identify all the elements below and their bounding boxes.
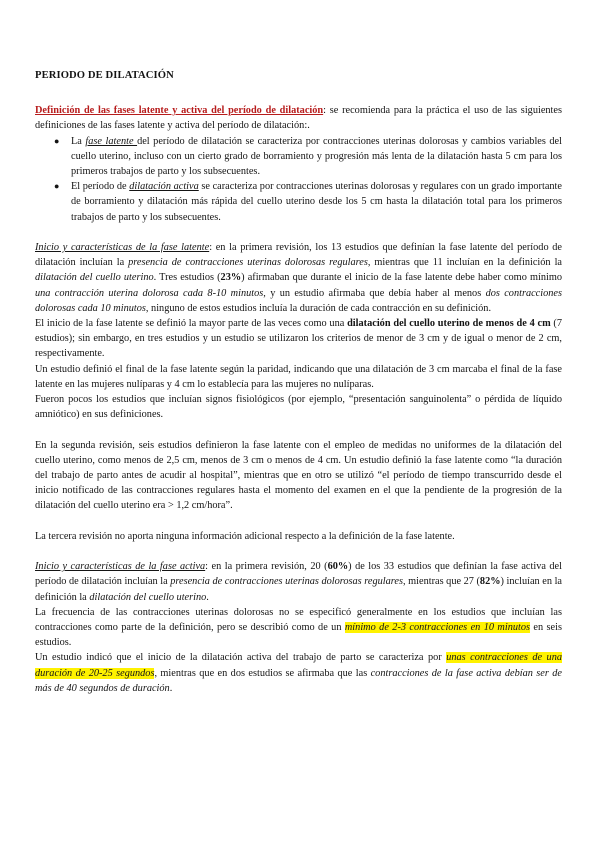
contraction-duration-paragraph: Un estudio indicó que el inicio de la dilatación activa del trabajo de parto se caracteriza por unas contracciones de una duración de 20-25 segundos, mientras que en dos estudios se afirmaba que las contracciones de la fase activa debían ser de más de 40 segundos de duración. xyxy=(35,652,562,694)
definitions-list xyxy=(35,134,562,225)
active-phase-paragraph: Inicio y características de la fase activa: en la primera revisión, 20 (60%) de los 33 estudios que definían la fase activa del período de dilatación incluían la presencia de contracciones uterinas dolorosas regulares, mientras que 27 (82%) incluían en la definición la dilatación del cuello uterino. xyxy=(35,561,562,603)
physiological-signs-paragraph: Fueron pocos los estudios que incluían signos fisiológicos (por ejemplo, “presentación sanguinolenta” o pérdida de líquido amniótico) en sus definiciones. xyxy=(35,394,562,421)
contraction-frequency-paragraph: La frecuencia de las contracciones uterinas dolorosas no se especificó generalmente en los estudios que incluían las contracciones como parte de la definición, pero se describió como de un mínimo de 2-3 contracciones en 10 minutos en seis estudios. xyxy=(35,606,562,649)
definitions-heading: Definición de las fases latente y activa del período de dilatación xyxy=(35,105,324,117)
bullet-icon: ● xyxy=(54,135,60,146)
document-body xyxy=(35,68,562,696)
second-review-paragraph: En la segunda revisión, seis estudios definieron la fase latente con el empleo de medidas no uniformes de la dilatación del cuello uterino, como menos de 2,5 cm, menos de 3 cm o menos de 4 cm. Un estudio definió la fase latente como “la duración del trabajo de parto antes de acudir al hospital”, mientras que en otro se utilizó “el período de tiempo transcurrido desde el inicio notificado de las contracciones regulares hasta el momento del examen en el que la pendiente de la progresión de la dilatación del cuello uterino era > 1,2 cm/hora”. xyxy=(35,439,562,512)
third-review-paragraph: La tercera revisión no aporta ninguna información adicional respecto a la definición de la fase latente. xyxy=(35,530,455,542)
bullet-icon: ● xyxy=(54,181,60,192)
active-phase-heading: Inicio y características de la fase activa xyxy=(35,561,206,573)
list-item: ● La fase latente del período de dilatación se caracteriza por contracciones uterinas dolorosas y cambios variables del cuello uterino, incluso con un cierto grado de borramiento y progresión más lenta de la dilatación hasta 5 cm para los primeros trabajos de parto y los subsecuentes. xyxy=(54,135,562,178)
latent-phase-paragraph: Inicio y características de la fase latente: en la primera revisión, los 13 estudios que definían la fase latente del período de dilatación incluían la presencia de contracciones uterinas dolorosas regulares, mientras que 11 incluían en la definición la dilatación del cuello uterino. Tres estudios (23%) afirmaban que durante el inicio de la fase latente debe haber como mínimo una contracción uterina dolorosa cada 8-10 minutos, y un estudio afirmaba que debía haber al menos dos contracciones dolorosas cada 10 minutos, ninguno de estos estudios incluía la duración de cada contracción en su definición. xyxy=(35,242,563,314)
page-title: PERIODO DE DILATACIÓN xyxy=(35,70,174,81)
highlighted-text: mínimo de 2-3 contracciones en 10 minutos xyxy=(344,622,531,634)
latent-phase-heading: Inicio y características de la fase latente xyxy=(35,242,210,254)
latent-onset-paragraph: El inicio de la fase latente se definió la mayor parte de las veces como una dilatación del cuello uterino de menos de 4 cm (7 estudios); sin embargo, en tres estudios y un estudio se utilizaron los criterios de menor de 3 cm y de igual o menor de 2 cm, respectivamente. xyxy=(35,318,563,360)
list-item: ● El período de dilatación activa se caracteriza por contracciones uterinas dolorosas y regulares con un grado importante de borramiento y dilatación más rápida del cuello uterino desde los 5 cm hasta la dilatación total para los primeros trabajos de parto y los subsecuentes. xyxy=(54,181,562,223)
definitions-intro: Definición de las fases latente y activa del período de dilatación: se recomienda para la práctica el uso de las siguientes definiciones de las fases latente y activa del período de dilatación:. xyxy=(35,105,562,132)
highlighted-text: unas contracciones de una duración de 20-25 segundos xyxy=(35,652,562,679)
latent-end-paragraph: Un estudio definió el final de la fase latente según la paridad, indicando que una dilatación de 3 cm marcaba el final de la fase latente en las mujeres nulíparas y 4 cm lo establecía para las mujeres no nulíparas. xyxy=(35,363,562,390)
